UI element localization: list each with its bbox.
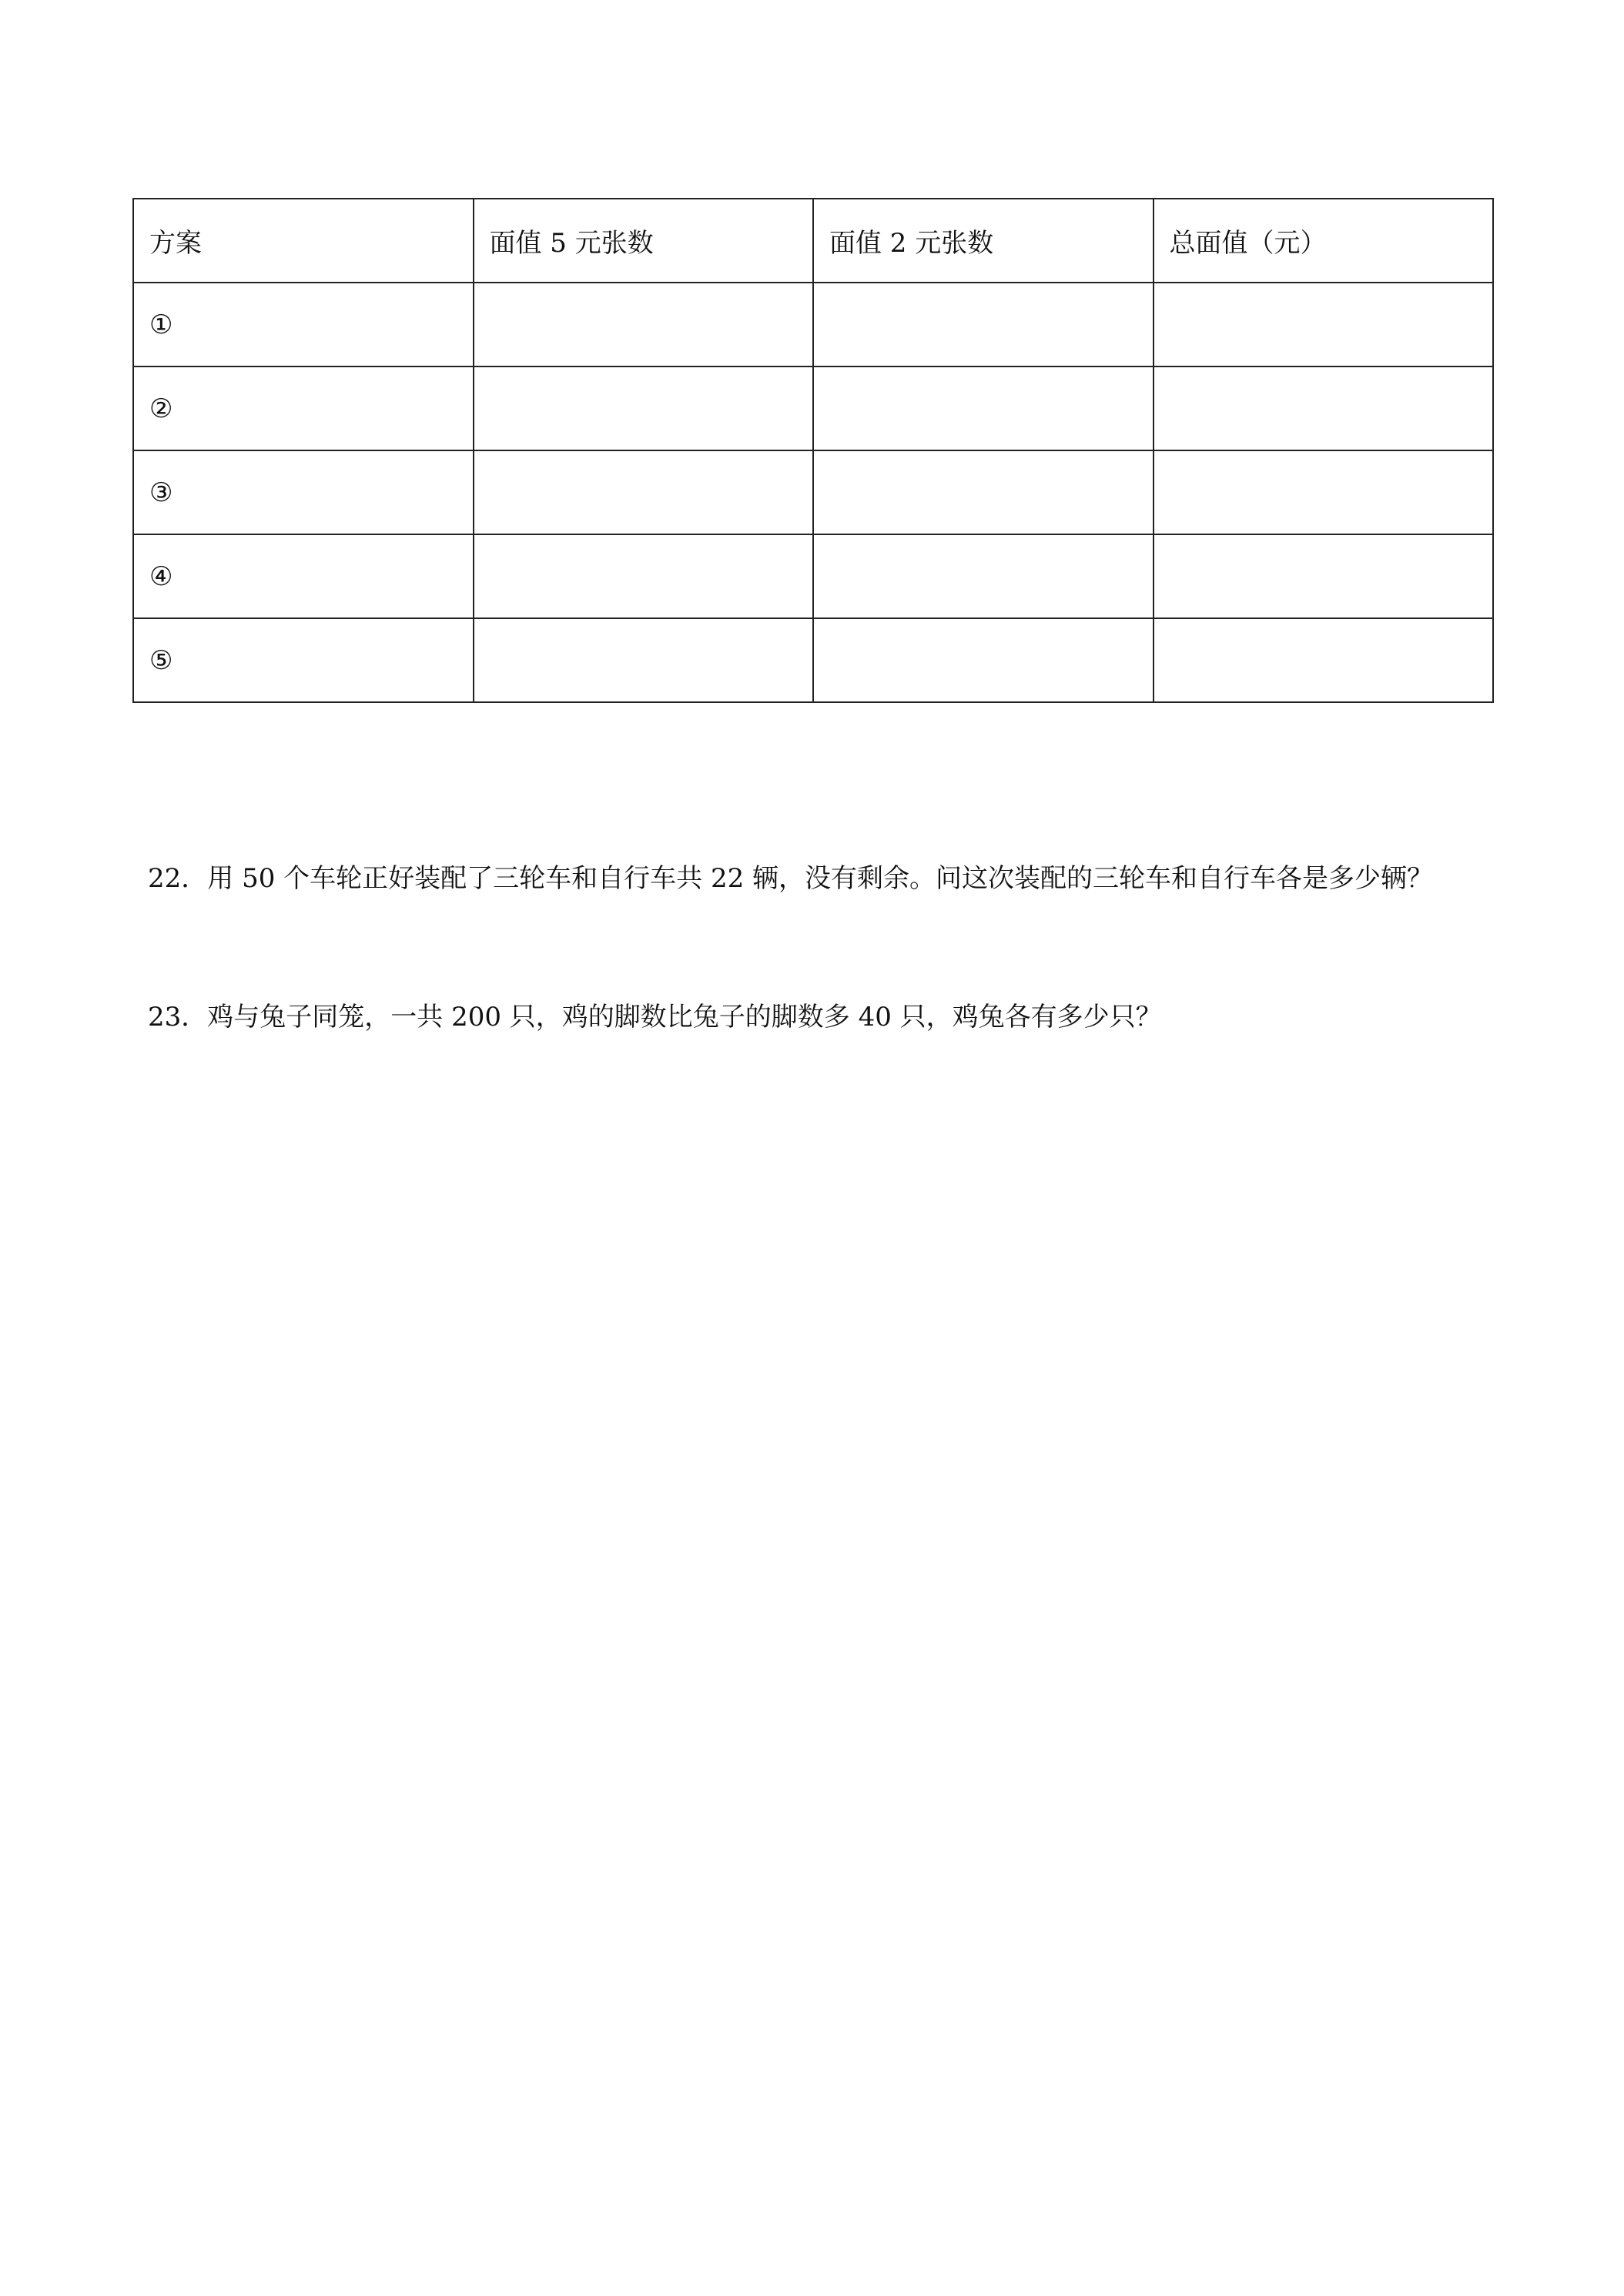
question-23: 23．鸡与兔子同笼，一共 200 只，鸡的脚数比兔子的脚数多 40 只，鸡兔各有多少只？ bbox=[148, 1002, 1162, 1033]
header-cell-plan: 方案 bbox=[133, 199, 474, 283]
table-cell bbox=[474, 534, 814, 618]
plan-label-cell: ③ bbox=[133, 450, 474, 534]
table-cell bbox=[1154, 618, 1494, 702]
table-cell bbox=[813, 534, 1154, 618]
table-cell bbox=[474, 618, 814, 702]
plan-label-cell: ④ bbox=[133, 534, 474, 618]
table-cell bbox=[1154, 534, 1494, 618]
table-header-row bbox=[133, 199, 1493, 283]
table-cell bbox=[474, 283, 814, 366]
table-cell bbox=[474, 450, 814, 534]
table-cell bbox=[1154, 283, 1494, 366]
table-cell bbox=[1154, 450, 1494, 534]
table-cell bbox=[813, 450, 1154, 534]
question-22: 22．用 50 个车轮正好装配了三轮车和自行车共 22 辆，没有剩余。问这次装配的三轮车和自行车各是多少辆？ bbox=[148, 863, 1434, 894]
table-cell bbox=[813, 618, 1154, 702]
header-cell-total-value: 总面值（元） bbox=[1154, 199, 1494, 283]
plan-label-cell: ② bbox=[133, 366, 474, 450]
table-row bbox=[133, 450, 1493, 534]
table-row bbox=[133, 534, 1493, 618]
table-cell bbox=[813, 366, 1154, 450]
plan-label-cell: ① bbox=[133, 283, 474, 366]
header-cell-two-yuan-count: 面值 2 元张数 bbox=[813, 199, 1154, 283]
table-cell bbox=[813, 283, 1154, 366]
table-cell bbox=[474, 366, 814, 450]
plan-label-cell: ⑤ bbox=[133, 618, 474, 702]
table-row bbox=[133, 366, 1493, 450]
header-cell-five-yuan-count: 面值 5 元张数 bbox=[474, 199, 814, 283]
table-cell bbox=[1154, 366, 1494, 450]
table-row bbox=[133, 283, 1493, 366]
plan-table bbox=[132, 198, 1494, 703]
table-row bbox=[133, 618, 1493, 702]
